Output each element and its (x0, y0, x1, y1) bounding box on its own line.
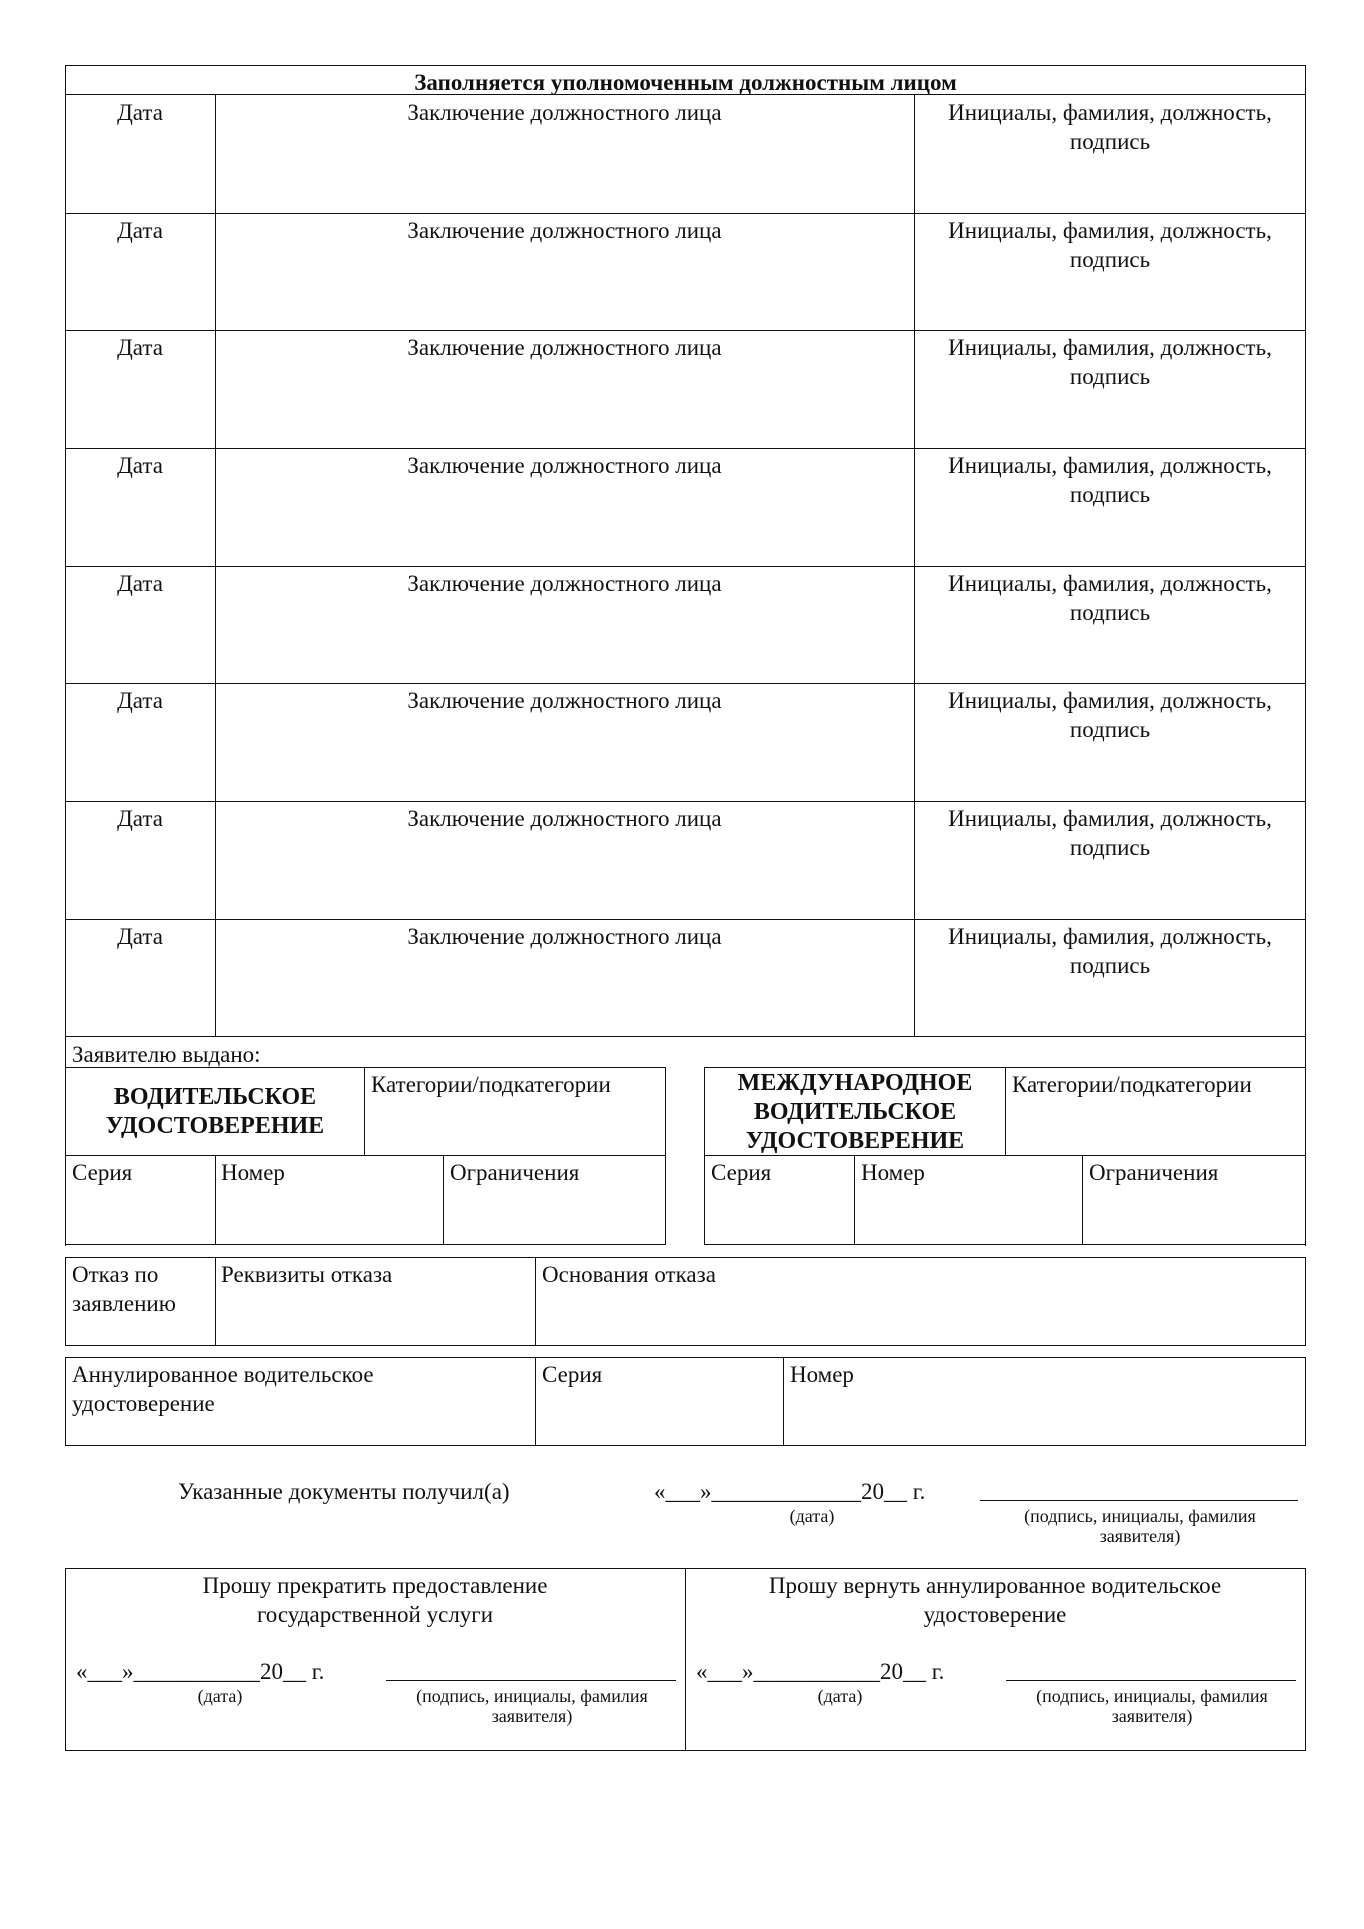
conclusion-cell: Заключение должностного лица (407, 924, 722, 949)
row-divider (65, 330, 1306, 331)
box-divider (854, 1155, 855, 1245)
national-series-label: Серия (72, 1160, 133, 1185)
date-cell: Дата (117, 100, 163, 125)
refusal-grounds-label: Основания отказа (542, 1262, 716, 1287)
annulled-series-label: Серия (542, 1362, 603, 1387)
column-divider (914, 94, 915, 1037)
annulled-label: Аннулированное водительское удостоверение (72, 1362, 374, 1416)
column-divider (783, 1357, 784, 1446)
signature-cell: Инициалы, фамилия, должность, подпись (948, 688, 1272, 742)
signature-cell: Инициалы, фамилия, должность, подпись (948, 335, 1272, 389)
refusal-label: Отказ по заявлению (72, 1262, 176, 1316)
column-divider (215, 1257, 216, 1346)
date-cell: Дата (117, 453, 163, 478)
received-date-template: «___»_____________20__ г. (654, 1479, 926, 1504)
national-categories-label: Категории/подкатегории (371, 1072, 611, 1097)
received-signature-line (980, 1500, 1298, 1501)
conclusion-cell: Заключение должностного лица (407, 218, 722, 243)
row-divider (65, 919, 1306, 920)
request-return-date-template: «___»___________20__ г. (696, 1659, 945, 1684)
conclusion-cell: Заключение должностного лица (407, 806, 722, 831)
received-text: Указанные документы получил(а) (178, 1479, 510, 1504)
national-license-title: ВОДИТЕЛЬСКОЕ УДОСТОВЕРЕНИЕ (105, 1084, 325, 1139)
box-divider (1005, 1067, 1006, 1155)
signature-cell: Инициалы, фамилия, должность, подпись (948, 924, 1272, 978)
row-divider (65, 213, 1306, 214)
box-divider (443, 1155, 444, 1245)
row-divider (65, 448, 1306, 449)
column-divider (685, 1568, 686, 1751)
conclusion-cell: Заключение должностного лица (407, 100, 722, 125)
row-divider (65, 566, 1306, 567)
signature-cell: Инициалы, фамилия, должность, подпись (948, 100, 1272, 154)
conclusion-cell: Заключение должностного лица (407, 688, 722, 713)
date-cell: Дата (117, 335, 163, 360)
national-restrictions-label: Ограничения (450, 1160, 580, 1185)
signature-cell: Инициалы, фамилия, должность, подпись (948, 453, 1272, 507)
annulled-number-label: Номер (790, 1362, 854, 1387)
national-number-label: Номер (221, 1160, 285, 1185)
received-date-caption: (дата) (789, 1506, 835, 1526)
request-terminate-text: Прошу прекратить предоставление государственной услуги (202, 1573, 548, 1627)
date-cell: Дата (117, 571, 163, 596)
conclusion-cell: Заключение должностного лица (407, 335, 722, 360)
signature-cell: Инициалы, фамилия, должность, подпись (948, 571, 1272, 625)
official-section-table (65, 65, 1306, 1037)
international-restrictions-label: Ограничения (1089, 1160, 1219, 1185)
request-return-signature-caption: (подпись, инициалы, фамилия заявителя) (1036, 1686, 1268, 1726)
box-divider (1082, 1155, 1083, 1245)
signature-cell: Инициалы, фамилия, должность, подпись (948, 806, 1272, 860)
signature-cell: Инициалы, фамилия, должность, подпись (948, 218, 1272, 272)
column-divider (535, 1257, 536, 1346)
official-section-title: Заполняется уполномоченным должностным лицом (414, 70, 957, 95)
row-divider (65, 801, 1306, 802)
request-terminate-signature-line (386, 1680, 676, 1681)
box-divider (65, 1155, 666, 1156)
date-cell: Дата (117, 806, 163, 831)
box-divider (215, 1155, 216, 1245)
international-series-label: Серия (711, 1160, 772, 1185)
request-return-text: Прошу вернуть аннулированное водительское удостоверение (768, 1573, 1222, 1627)
request-return-date-caption: (дата) (817, 1686, 863, 1706)
date-cell: Дата (117, 688, 163, 713)
request-terminate-date-template: «___»___________20__ г. (76, 1659, 325, 1684)
conclusion-cell: Заключение должностного лица (407, 571, 722, 596)
date-cell: Дата (117, 924, 163, 949)
date-cell: Дата (117, 218, 163, 243)
request-return-signature-line (1006, 1680, 1296, 1681)
row-divider (65, 683, 1306, 684)
international-categories-label: Категории/подкатегории (1012, 1072, 1252, 1097)
international-license-title: МЕЖДУНАРОДНОЕ ВОДИТЕЛЬСКОЕ УДОСТОВЕРЕНИЕ (737, 1070, 973, 1154)
row-divider (65, 94, 1306, 95)
issued-label: Заявителю выдано: (72, 1042, 261, 1067)
received-signature-caption: (подпись, инициалы, фамилия заявителя) (1024, 1506, 1256, 1546)
international-number-label: Номер (861, 1160, 925, 1185)
refusal-details-label: Реквизиты отказа (221, 1262, 393, 1287)
conclusion-cell: Заключение должностного лица (407, 453, 722, 478)
request-terminate-date-caption: (дата) (197, 1686, 243, 1706)
box-divider (364, 1067, 365, 1155)
request-terminate-signature-caption: (подпись, инициалы, фамилия заявителя) (416, 1686, 648, 1726)
column-divider (535, 1357, 536, 1446)
